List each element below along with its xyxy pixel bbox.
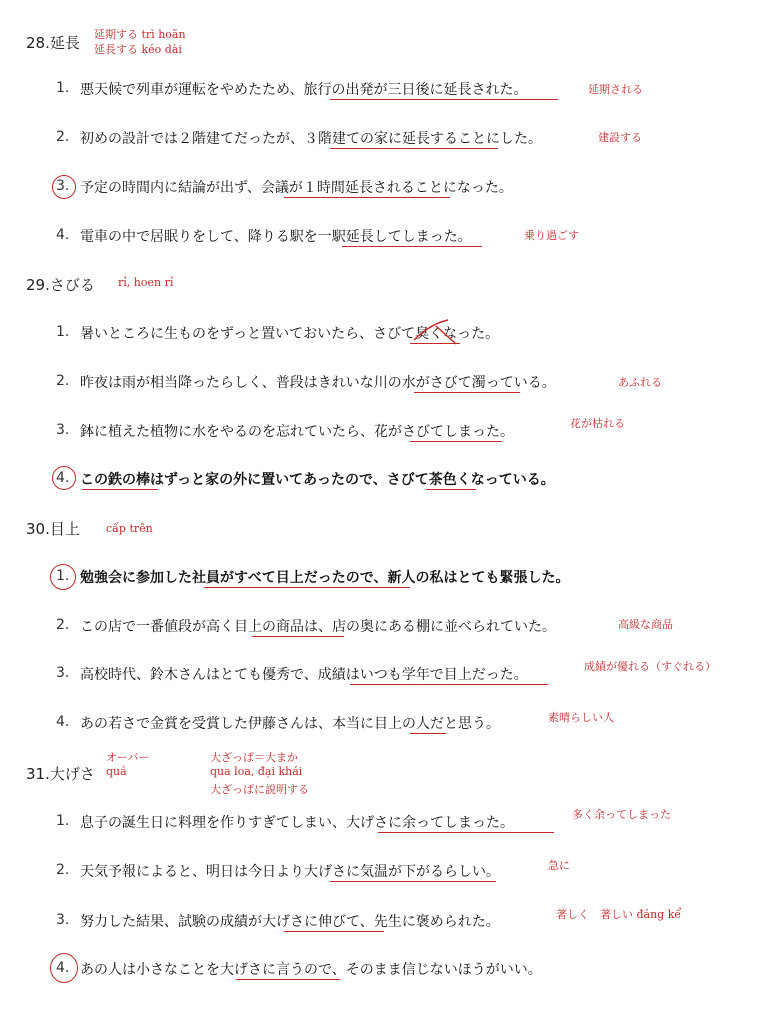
q30-opt3-num: 3. [56, 665, 70, 681]
q29-opt1-strike-mark [410, 316, 470, 346]
q30-opt2-num: 2. [56, 617, 70, 633]
q30-opt1-num: 1. [56, 568, 70, 584]
q31-opt2-underline [330, 881, 496, 882]
q29-opt4-text: この鉄の棒はずっと家の外に置いてあったので、さびて茶色くなっている。 [80, 472, 555, 488]
q31-opt3-underline [284, 931, 384, 932]
q30-opt3-underline [350, 684, 548, 685]
q29-opt3-text: 鉢に植えた植物に水をやるのを忘れていたら、花がさびてしまった。 [80, 424, 514, 440]
q29-note-1: rỉ, hoen rỉ [118, 276, 174, 289]
question-30-header: 30.目上 [26, 520, 80, 538]
q28-opt1-num: 1. [56, 80, 70, 96]
q30-opt4-underline [410, 733, 446, 734]
q30-opt4-num: 4. [56, 714, 70, 730]
q31-note-4: qua loa, đại khái [210, 765, 303, 778]
q28-opt2-note: 建設する [598, 131, 642, 144]
q28-opt4-underline [342, 246, 482, 247]
q28-note-2: 延長する kéo dài [94, 43, 182, 56]
q31-note-1: オーバー [106, 751, 150, 764]
q31-opt1-text: 息子の誕生日に料理を作りすぎてしまい、大げさに余ってしまった。 [80, 815, 514, 831]
q30-opt4-text: あの若さで金賞を受賞した伊藤さんは、本当に目上の人だと思う。 [80, 716, 500, 732]
q31-opt1-note: 多く余ってしまった [572, 808, 671, 821]
q31-opt4-underline [236, 979, 340, 980]
q31-opt4-text: あの人は小さなことを大げさに言うので、そのまま信じないほうがいい。 [80, 962, 542, 978]
q29-opt4-num: 4. [56, 470, 70, 486]
q30-opt3-text: 高校時代、鈴木さんはとても優秀で、成績はいつも学年で目上だった。 [80, 667, 528, 683]
question-28-header: 28.延長 [26, 34, 80, 52]
q31-opt2-note: 急に [548, 859, 570, 872]
q28-opt3-num: 3. [56, 178, 70, 194]
q30-opt3-note: 成績が優れる（すぐれる） [584, 660, 716, 673]
q28-opt4-note: 乗り過ごす [524, 229, 579, 242]
q29-opt2-underline [414, 392, 520, 393]
q31-opt4-num: 4. [56, 960, 70, 976]
q28-opt3-underline [284, 197, 450, 198]
q31-opt3-note: 著しく 著しい đáng kể [556, 908, 682, 921]
q31-opt2-text: 天気予報によると、明日は今日より大げさに気温が下がるらしい。 [80, 864, 500, 880]
q30-opt2-text: この店で一番値段が高く目上の商品は、店の奥にある棚に並べられていた。 [80, 619, 556, 635]
q29-opt2-note: あふれる [618, 376, 662, 389]
q31-note-2: quá [106, 765, 127, 778]
question-31-header: 31.大げさ [26, 765, 95, 783]
q29-opt2-text: 昨夜は雨が相当降ったらしく、普段はきれいな川の水がさびて濁っている。 [80, 375, 556, 391]
q31-opt3-num: 3. [56, 912, 70, 928]
q30-opt1-underline [204, 587, 410, 588]
q29-opt1-num: 1. [56, 324, 70, 340]
q31-opt1-num: 1. [56, 813, 70, 829]
q29-opt1-text: 暑いところに生ものをずっと置いておいたら、さびて臭くなった。 [80, 326, 500, 342]
q31-note-5: 大ざっぱに説明する [210, 783, 309, 796]
q28-opt2-text: 初めの設計では２階建てだったが、３階建ての家に延長することにした。 [80, 131, 542, 147]
q31-opt1-underline [378, 832, 554, 833]
q28-opt2-num: 2. [56, 129, 70, 145]
q28-opt2-underline [330, 148, 498, 149]
q30-note-1: cấp trên [106, 522, 153, 535]
q28-opt3-text: 予定の時間内に結論が出ず、会議が１時間延長されることになった。 [80, 180, 513, 196]
q30-opt2-note: 高級な商品 [618, 618, 673, 631]
q29-opt4-underline-a [82, 489, 158, 490]
q28-opt1-note: 延期される [588, 83, 643, 96]
q29-opt3-underline [410, 441, 502, 442]
q28-opt1-underline [330, 99, 558, 100]
q29-opt2-num: 2. [56, 373, 70, 389]
q31-note-3: 大ざっぱ＝大まか [210, 751, 298, 764]
q29-opt3-num: 3. [56, 422, 70, 438]
q28-opt1-text: 悪天候で列車が運転をやめたため、旅行の出発が三日後に延長された。 [80, 82, 528, 98]
q28-note-1: 延期する trì hoãn [94, 28, 186, 41]
q28-opt4-num: 4. [56, 227, 70, 243]
q31-opt2-num: 2. [56, 862, 70, 878]
q29-opt4-underline-b [426, 489, 476, 490]
q29-opt3-note: 花が枯れる [570, 417, 625, 430]
q30-opt1-text: 勉強会に参加した社員がすべて目上だったので、新人の私はとても緊張した。 [80, 570, 570, 586]
question-29-header: 29.さびる [26, 276, 95, 294]
q28-opt4-text: 電車の中で居眠りをして、降りる駅を一駅延長してしまった。 [80, 229, 472, 245]
q31-opt3-text: 努力した結果、試験の成績が大げさに伸びて、先生に褒められた。 [80, 914, 500, 930]
q30-opt4-note: 素晴らしい人 [548, 711, 614, 724]
q30-opt2-underline [252, 636, 344, 637]
